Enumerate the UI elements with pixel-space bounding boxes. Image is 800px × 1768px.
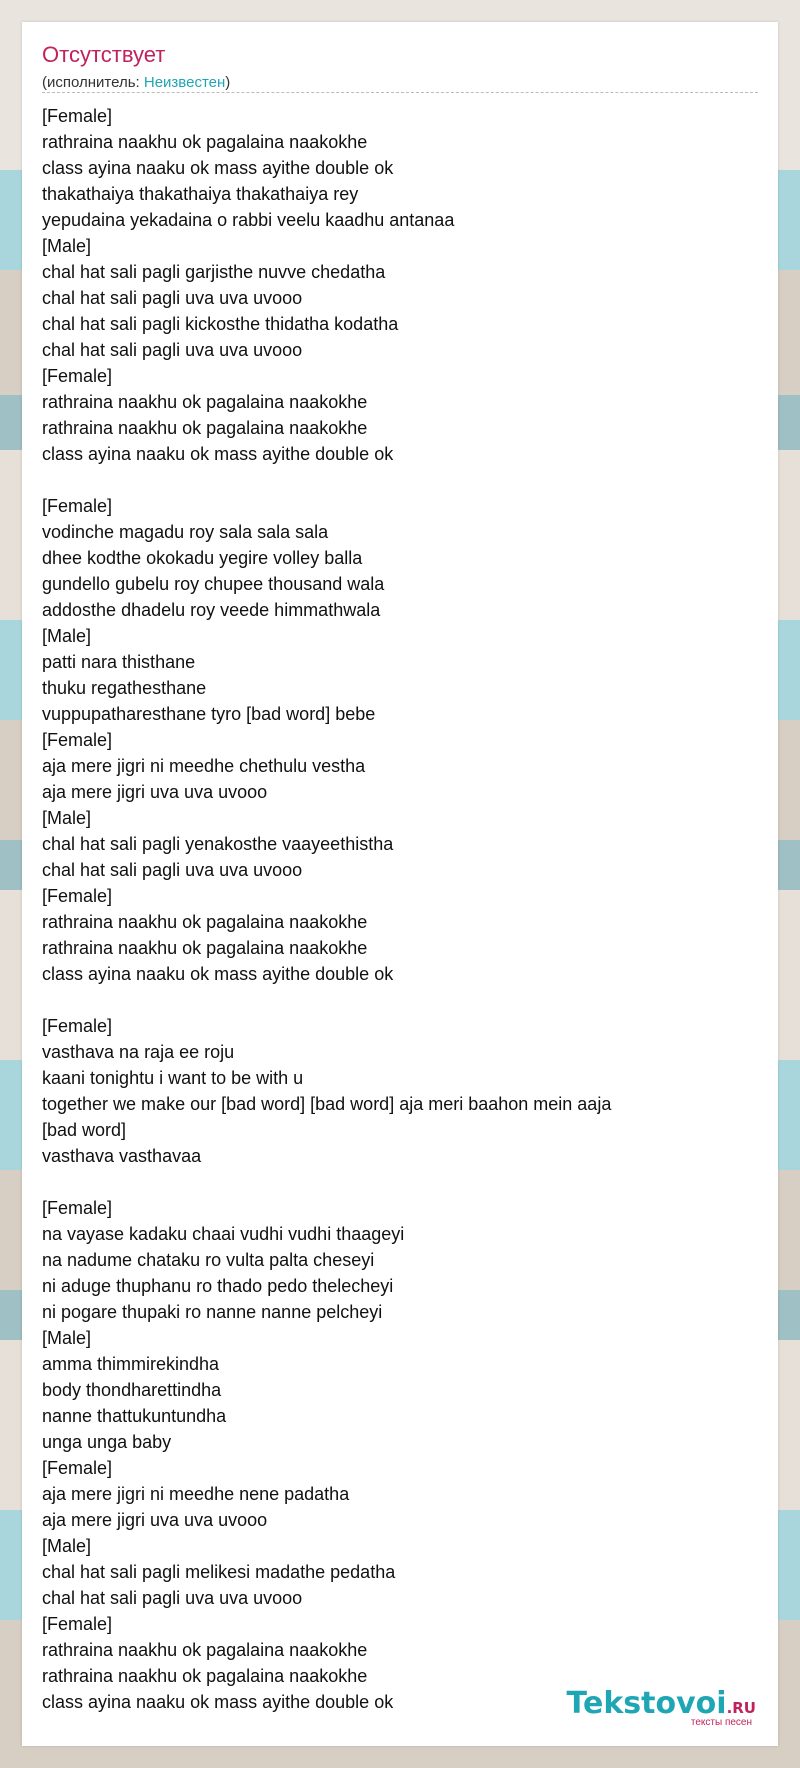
logo-tld: .RU xyxy=(726,1699,756,1717)
artist-suffix: ) xyxy=(225,74,231,91)
title-divider xyxy=(42,92,758,93)
artist-line xyxy=(42,74,230,91)
lyrics-text: [Female] rathraina naakhu ok pagalaina naakokhe class ayina naaku ok mass ayithe double ok thakathaiya thakathaiya thakathaiya rey yepudaina yekadaina o rabbi veelu kaadhu antanaa [Male] chal hat sali pagli garjisthe nuvve chedatha chal hat sali pagli uva uva uvooo chal hat sali pagli kickosthe thidatha kodatha chal hat sali pagli uva uva uvooo [Female] rathraina naakhu ok pagalaina naakokhe rathraina naakhu ok pagalaina naakokhe class ayina naaku ok mass ayithe double ok [Female] vodinche magadu roy sala sala sala dhee kodthe okokadu yegire volley balla gundello gubelu roy chupee thousand wala addosthe dhadelu roy veede himmathwala [Male] patti nara thisthane thuku regathesthane vuppupatharesthane tyro [bad word] bebe [Female] aja mere jigri ni meedhe chethulu vestha aja mere jigri uva uva uvooo [Male] chal hat sali pagli yenakosthe vaayeethistha chal hat sali pagli uva uva uvooo [Female] rathraina naakhu ok pagalaina naakokhe rathraina naakhu ok pagalaina naakokhe class ayina naaku ok mass ayithe double ok [Female] vasthava na raja ee roju kaani tonightu i want to be with u together we make our [bad word] [bad word] aja meri baahon mein aaja [bad word] vasthava vasthavaa [Female] na vayase kadaku chaai vudhi vudhi thaageyi na nadume chataku ro vulta palta cheseyi ni aduge thuphanu ro thado pedo thelecheyi ni pogare thupaki ro nanne nanne pelcheyi [Male] amma thimmirekindha body thondharettindha nanne thattukuntundha unga unga baby [Female] aja mere jigri ni meedhe nene padatha aja mere jigri uva uva uvooo [Male] chal hat sali pagli melikesi madathe pedatha chal hat sali pagli uva uva uvooo [Female] rathraina naakhu ok pagalaina naakokhe rathraina naakhu ok pagalaina naakokhe class ayina naaku ok mass ayithe double ok xyxy=(42,106,612,1712)
logo-tagline: тексты песен xyxy=(690,1717,752,1728)
site-logo[interactable] xyxy=(567,1686,756,1728)
artist-link[interactable]: Неизвестен xyxy=(143,74,226,91)
artist-prefix: (исполнитель: xyxy=(42,74,144,91)
logo-name: Tekstovoi xyxy=(566,1686,727,1721)
song-title: Отсутствует xyxy=(42,42,166,67)
lyrics-card xyxy=(22,22,778,1746)
